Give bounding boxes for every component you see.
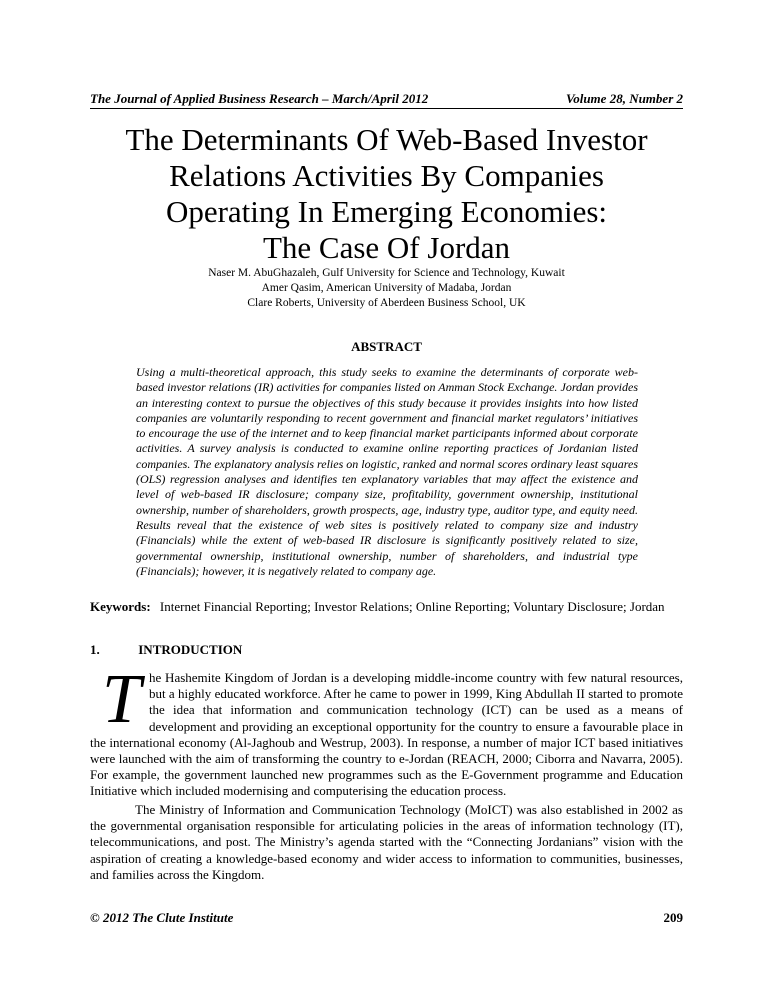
section-heading	[90, 642, 242, 658]
drop-cap: T	[102, 661, 141, 738]
intro-paragraph-1	[90, 661, 683, 800]
volume-number: Volume 28, Number 2	[565, 91, 683, 106]
author-line: Naser M. AbuGhazaleh, Gulf University for Science and Technology, Kuwait	[208, 267, 565, 279]
page-footer	[90, 910, 683, 928]
keywords-text: Internet Financial Reporting; Investor Relations; Online Reporting; Voluntary Disclosure; Jordan	[159, 599, 665, 614]
keywords-label: Keywords:	[90, 599, 151, 614]
intro-paragraph-2: The Ministry of Information and Communication Technology (MoICT) was also established in 2002 as the governmental organisation responsible for articulating policies in the areas of information technology (IT), telecommunications, and post. The Ministry’s agenda started with the “Connecting Jordanians” vision with the aspiration of creating a knowledge-based economy and wider access to information to communities, businesses, and families across the Kingdom.	[90, 802, 683, 882]
title-line: Operating In Emerging Economies:	[165, 194, 608, 229]
title-line: The Determinants Of Web-Based Investor	[125, 122, 648, 157]
journal-name: The Journal of Applied Business Research – March/April 2012	[90, 91, 429, 106]
running-header	[90, 90, 683, 109]
section-number: 1.	[90, 642, 100, 657]
keywords	[90, 599, 690, 615]
author-list	[90, 266, 683, 311]
abstract-heading: ABSTRACT	[351, 339, 422, 354]
author-line: Amer Qasim, American University of Madaba, Jordan	[261, 282, 512, 294]
title-line: The Case Of Jordan	[262, 230, 511, 265]
paper-title	[90, 122, 683, 266]
author-line: Clare Roberts, University of Aberdeen Business School, UK	[247, 297, 526, 309]
intro-paragraph-1-text: he Hashemite Kingdom of Jordan is a developing middle-income country with few natural resources, but a highly educated workforce. After he came to power in 1999, King Abdullah II started to promote the idea that information and communication technology (ICT) can be used as a means of development and providing an exceptional opportunity for the country to ensure a favourable place in the international economy (Al-Jaghoub and Westrup, 2003). In response, a number of major ICT based initiatives were launched with the aim of transforming the country to e-Jordan (REACH, 2000; Ciborra and Navarra, 2005). For example, the government launched new programmes such as the E-Government programme and Education Initiative which included modernising and computerising the education process.	[90, 670, 683, 799]
page-number: 209	[663, 910, 683, 925]
title-line: Relations Activities By Companies	[169, 158, 604, 193]
abstract-text: Using a multi-theoretical approach, this study seeks to examine the determinants of corporate web-based investor relations (IR) activities for companies listed on Amman Stock Exchange. Jordan provides an interesting context to pursue the objectives of this study because it provides insights into how listed companies are voluntarily responding to recent government and financial market regulators’ initiatives to encourage the use of the internet and to keep financial market participants informed about corporate activities. A survey analysis is conducted to examine online reporting practices of Jordanian listed companies. The explanatory analysis relies on logistic, ranked and normal scores ordinary least squares (OLS) regression analyses and identifies ten explanatory variables that may affect the existence and level of web-based IR disclosure; company size, profitability, government ownership, institutional ownership, number of shareholders, growth prospects, age, industry type, auditor type, and equity need. Results reveal that the existence of web sites is positively related to company size and industry (Financials) while the extent of web-based IR disclosure is significantly positively related to size, governmental ownership, institutional ownership, number of shareholders, and industrial type (Financials); however, it is negatively related to company age.	[136, 365, 638, 578]
section-title: INTRODUCTION	[138, 642, 243, 657]
copyright: © 2012 The Clute Institute	[90, 910, 234, 925]
